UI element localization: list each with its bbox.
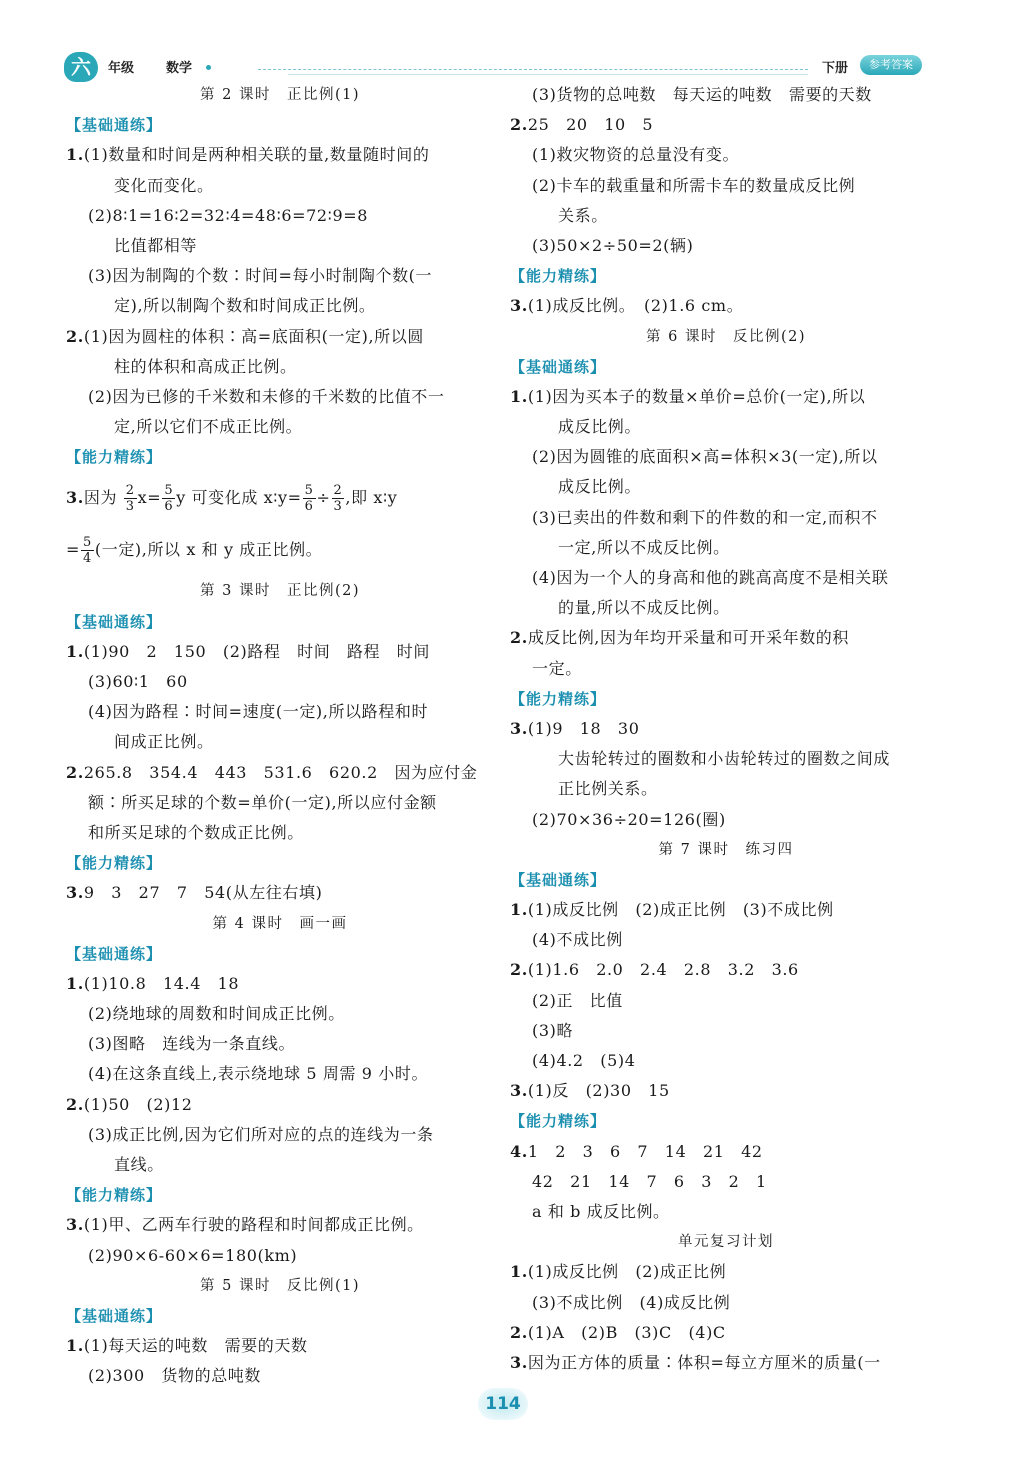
fraction-denominator: 6 [304, 499, 314, 515]
fraction-numerator: 5 [304, 483, 314, 499]
answer-line-fraction [66, 524, 494, 576]
answer-line: 间成正比例。 [114, 732, 214, 752]
section-heading: 【基础通练】 [510, 870, 607, 889]
fraction [81, 535, 94, 566]
fraction-denominator: 3 [125, 499, 135, 515]
answer-line [66, 322, 494, 352]
answer-line: a 和 b 成反比例。 [532, 1201, 670, 1221]
question-number: 1. [510, 386, 528, 406]
answer-text: (一定),所以 x 和 y 成正比例。 [94, 540, 323, 560]
question-number: 2. [510, 115, 528, 135]
section-heading: 【基础通练】 [510, 357, 607, 376]
answer-line: (2)70×36÷20=126(圈) [532, 809, 726, 829]
answer-line [510, 714, 942, 744]
answer-line: (1)救灾物资的总量没有变。 [532, 145, 740, 165]
answer-line: 大齿轮转过的圈数和小齿轮转过的圈数之间成 [558, 749, 891, 769]
answer-line [66, 637, 494, 667]
answer-text: (1)90 2 150 (2)路程 时间 路程 时间 [83, 641, 430, 661]
section-heading: 【能力精练】 [66, 1186, 163, 1205]
section-heading: 【基础通练】 [66, 944, 163, 963]
answer-text: 因为 [83, 488, 118, 508]
answer-line [510, 1257, 942, 1287]
grade-label: 年级 [108, 61, 135, 76]
answer-line: (3)已卖出的件数和剩下的件数的和一定,而积不 [532, 507, 878, 527]
answer-line: (2)正 比值 [532, 990, 623, 1010]
page-number: 114 [478, 1388, 528, 1420]
question-number: 2. [510, 628, 528, 648]
answer-line [66, 758, 494, 788]
answer-line: (2)8∶1=16∶2=32∶4=48∶6=72∶9=8 [88, 205, 369, 225]
question-number: 1. [510, 1262, 528, 1282]
answer-line: 成反比例。 [558, 477, 642, 497]
section-heading: 【能力精练】 [66, 448, 163, 467]
answer-line: (3)货物的总吨数 每天运的吨数 需要的天数 [532, 85, 872, 104]
section-heading: 【能力精练】 [510, 689, 607, 708]
question-number: 1. [66, 641, 84, 661]
answer-line: (4)不成比例 [532, 930, 623, 950]
answer-line: 定,所以它们不成正比例。 [114, 417, 303, 437]
section-heading: 【能力精练】 [510, 267, 607, 286]
answer-line: (2)因为已修的千米数和未修的千米数的比值不一 [88, 386, 445, 406]
answer-line: (2)90×6-60×6=180(km) [88, 1245, 298, 1265]
answer-line: 变化而变化。 [114, 175, 214, 195]
fraction-denominator: 4 [83, 551, 92, 567]
question-number: 3. [510, 1081, 528, 1101]
answer-line: (2)卡车的载重量和所需卡车的数量成反比例 [532, 175, 856, 195]
section-heading: 【基础通练】 [66, 1306, 163, 1325]
answer-line: (2)因为圆锥的底面积×高=体积×3(一定),所以 [532, 447, 878, 467]
fraction-denominator: 3 [333, 499, 343, 515]
question-number: 2. [66, 1094, 84, 1114]
answer-line: 比值都相等 [114, 235, 198, 255]
answer-line: 关系。 [558, 205, 608, 225]
answer-line: (3)因为制陶的个数∶时间=每小时制陶个数(一 [88, 266, 433, 286]
answer-line: (4)因为一个人的身高和他的跳高高度不是相关联 [532, 568, 889, 587]
section-heading: 【基础通练】 [66, 116, 163, 135]
answer-text: ,即 x∶y [345, 488, 398, 508]
answer-line: (3)60∶1 60 [88, 672, 188, 691]
answer-line: (3)成正比例,因为它们所对应的点的连线为一条 [88, 1124, 434, 1144]
answer-text: (1)数量和时间是两种相关联的量,数量随时间的 [83, 145, 430, 165]
answer-line: 正比例关系。 [558, 779, 658, 799]
answer-line [510, 955, 942, 985]
answer-line: (4)在这条直线上,表示绕地球 5 周需 9 小时。 [88, 1064, 429, 1084]
answer-line: (3)不成比例 (4)成反比例 [532, 1292, 731, 1312]
question-number: 3. [66, 1215, 84, 1235]
question-number: 1. [66, 145, 84, 165]
answer-text: (1)每天运的吨数 需要的天数 [83, 1336, 308, 1356]
answer-text: 1 2 3 6 7 14 21 42 [527, 1141, 763, 1161]
answer-text: (1)成反比例。 (2)1.6 cm。 [527, 296, 744, 316]
answer-line [510, 1137, 942, 1167]
header-divider-secondary [288, 74, 808, 75]
fraction-numerator: 2 [333, 483, 343, 499]
lesson-title: 单元复习计划 [678, 1234, 774, 1251]
answer-line [510, 110, 942, 140]
fraction [332, 483, 345, 514]
fraction [303, 483, 316, 514]
volume-label: 下册 [822, 61, 849, 76]
question-number: 2. [510, 1322, 528, 1342]
question-number: 3. [510, 1352, 528, 1372]
answer-line-fraction [66, 472, 494, 524]
question-number: 4. [510, 1141, 528, 1161]
answer-line: 直线。 [114, 1155, 164, 1174]
left-column [66, 80, 494, 1392]
answer-text: (1)反 (2)30 15 [527, 1081, 670, 1101]
lesson-title: 第 4 课时 画一画 [212, 915, 348, 932]
question-number: 3. [66, 488, 84, 508]
header-divider [258, 69, 808, 70]
answer-text: = [66, 540, 81, 560]
answer-line: (4)4.2 (5)4 [532, 1051, 636, 1070]
answer-line: 42 21 14 7 6 3 2 1 [532, 1171, 767, 1191]
answer-text: 25 20 10 5 [527, 115, 654, 135]
answer-text: (1)9 18 30 [527, 718, 640, 738]
answer-line [66, 969, 494, 999]
section-heading: 【能力精练】 [510, 1112, 607, 1131]
question-number: 2. [66, 762, 84, 782]
answer-text: (1)10.8 14.4 18 [83, 973, 240, 993]
answer-line: (3)50×2÷50=2(辆) [532, 235, 694, 255]
answer-line: (3)略 [532, 1020, 574, 1040]
lesson-title: 第 3 课时 正比例(2) [200, 583, 360, 600]
answer-line [510, 291, 942, 321]
answer-line: (2)300 货物的总吨数 [88, 1366, 262, 1386]
answer-line [510, 1348, 942, 1378]
answer-line: 的量,所以不成反比例。 [558, 598, 730, 618]
question-number: 1. [66, 1336, 84, 1356]
answer-text: ÷ [316, 488, 331, 508]
answer-line [66, 1210, 494, 1240]
answer-line [510, 382, 942, 412]
subject-label: 数学 [166, 61, 193, 76]
answer-line [510, 623, 942, 653]
answer-line: (3)图略 连线为一条直线。 [88, 1034, 296, 1054]
answer-line: (2)绕地球的周数和时间成正比例。 [88, 1004, 345, 1024]
grade-badge: 六 [64, 52, 98, 82]
answer-line: 一定。 [532, 658, 582, 678]
question-number: 3. [510, 296, 528, 316]
lesson-title: 第 2 课时 正比例(1) [200, 87, 360, 103]
question-number: 2. [510, 960, 528, 980]
section-heading: 【基础通练】 [66, 612, 163, 631]
fraction [162, 483, 175, 514]
answer-text: (1)A (2)B (3)C (4)C [527, 1322, 726, 1342]
answer-text: 成反比例,因为年均开采量和可开采年数的积 [527, 628, 849, 648]
question-number: 1. [66, 973, 84, 993]
section-heading: 【能力精练】 [66, 854, 163, 873]
answer-line [66, 140, 494, 170]
answer-text: y 可变化成 x∶y= [176, 488, 302, 508]
answer-line [66, 1090, 494, 1120]
question-number: 1. [510, 900, 528, 920]
page-header [58, 50, 928, 84]
answer-text: (1)因为圆柱的体积∶高=底面积(一定),所以圆 [83, 326, 424, 346]
brand-badge: 参考答案 [860, 55, 922, 75]
answer-text: (1)50 (2)12 [83, 1094, 193, 1114]
answer-line: 额∶所买足球的个数=单价(一定),所以应付金额 [88, 792, 437, 812]
fraction-denominator: 6 [164, 499, 174, 515]
answer-line: 成反比例。 [558, 417, 642, 437]
lesson-title: 第 7 课时 练习四 [658, 841, 794, 858]
separator-dot [206, 65, 211, 70]
answer-text: 265.8 354.4 443 531.6 620.2 因为应付金 [83, 762, 478, 782]
answer-text: (1)成反比例 (2)成正比例 [527, 1262, 727, 1282]
answer-line [66, 878, 494, 908]
fraction-numerator: 5 [164, 483, 174, 499]
answer-line: 定),所以制陶个数和时间成正比例。 [114, 296, 376, 316]
question-number: 3. [510, 718, 528, 738]
fraction-numerator: 2 [125, 483, 135, 499]
answer-text: 因为正方体的质量∶体积=每立方厘米的质量(一 [527, 1352, 881, 1372]
lesson-title: 第 5 课时 反比例(1) [200, 1277, 360, 1294]
fraction [124, 483, 137, 514]
answer-line [510, 1318, 942, 1348]
right-column [510, 80, 942, 1378]
lesson-title: 第 6 课时 反比例(2) [646, 328, 806, 345]
answer-text: x= [137, 488, 162, 508]
answer-line: 一定,所以不成反比例。 [558, 537, 730, 557]
answer-line: (4)因为路程∶时间=速度(一定),所以路程和时 [88, 702, 429, 722]
answer-text: (1)1.6 2.0 2.4 2.8 3.2 3.6 [527, 960, 799, 980]
answer-line [510, 1076, 942, 1106]
answer-text: (1)甲、乙两车行驶的路程和时间都成正比例。 [83, 1215, 424, 1235]
answer-line [510, 895, 942, 925]
answer-text: (1)成反比例 (2)成正比例 (3)不成比例 [527, 900, 834, 920]
question-number: 3. [66, 883, 84, 903]
answer-text: (1)因为买本子的数量×单价=总价(一定),所以 [527, 386, 866, 406]
question-number: 2. [66, 326, 84, 346]
answer-line: 柱的体积和高成正比例。 [114, 356, 297, 376]
answer-line: 和所买足球的个数成正比例。 [88, 822, 304, 842]
answer-line [66, 1331, 494, 1361]
fraction-numerator: 5 [83, 535, 92, 551]
answer-text: 9 3 27 7 54(从左往右填) [83, 883, 323, 903]
